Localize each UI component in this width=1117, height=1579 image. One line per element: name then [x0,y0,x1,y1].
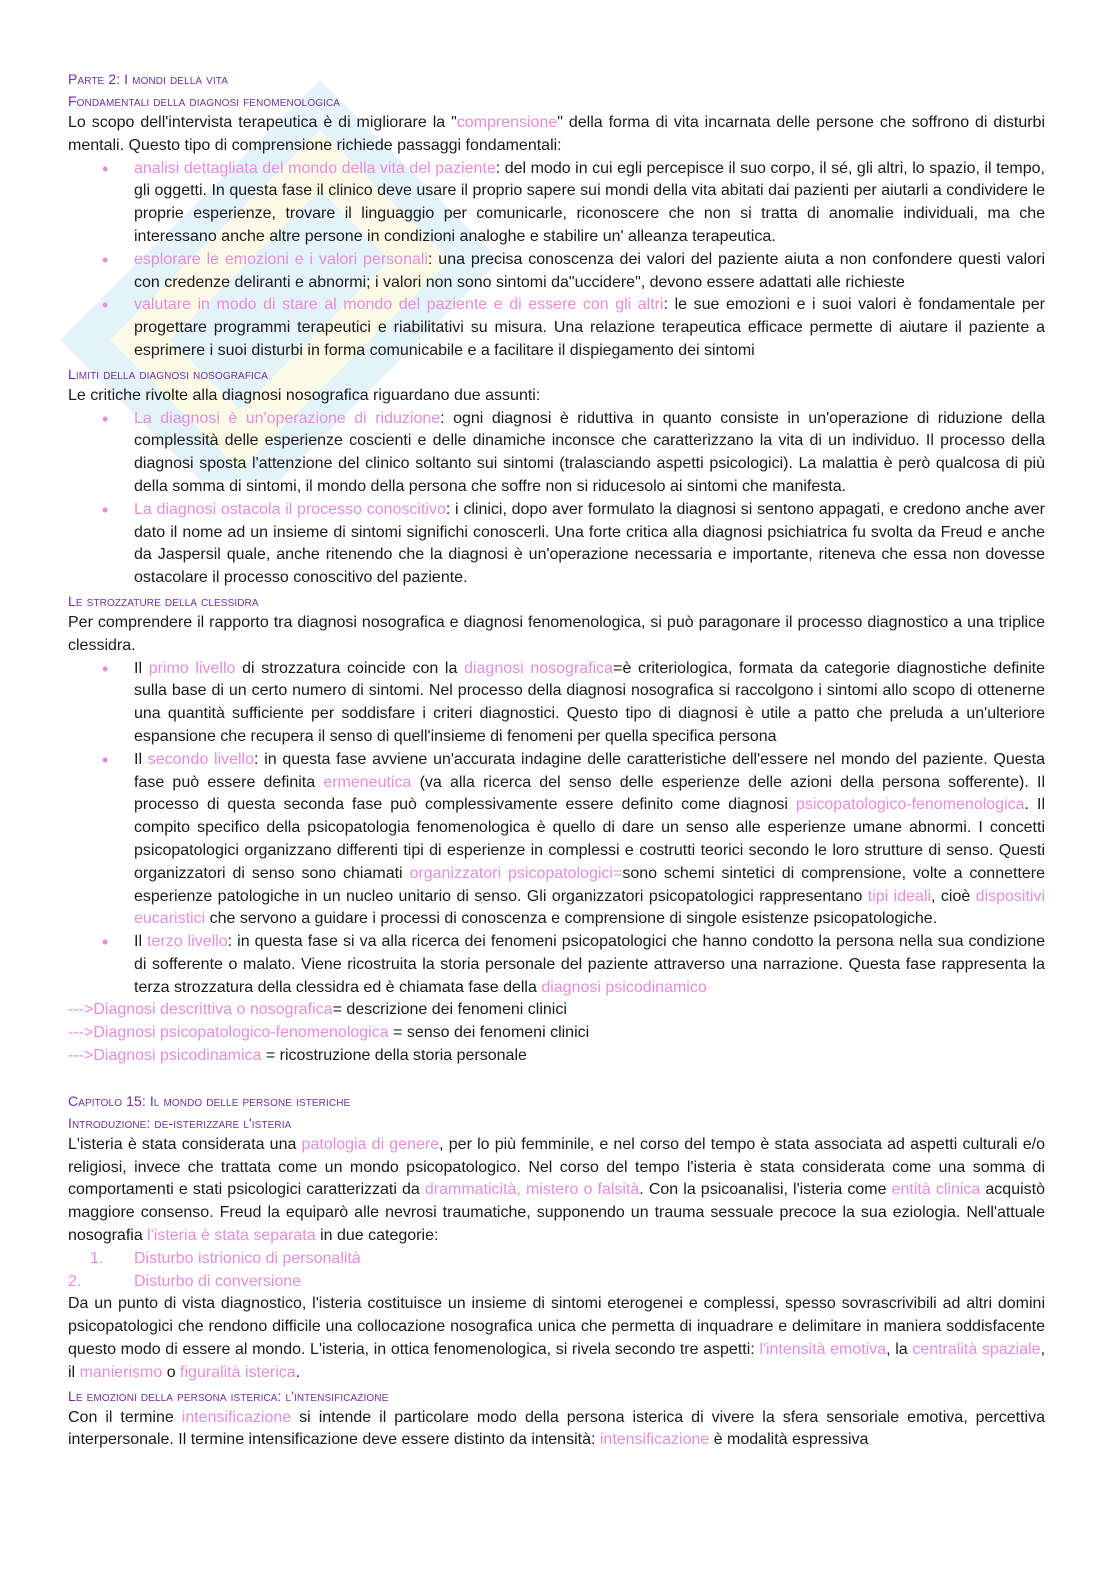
highlight: figuralità isterica [180,1363,296,1381]
highlight: diagnosi nosografica [464,659,614,677]
highlight: Diagnosi descrittiva o nosografica [93,1001,333,1019]
highlight: primo livello [148,659,236,677]
paragraph: Lo scopo dell'intervista terapeutica è di migliorare la "comprensione" della forma di vita incarnata delle persone che soffrono di disturbi mentali. Questo tipo di comprensione richiede passaggi fondamentali: [68,114,1045,154]
paragraph: Per comprendere il rapporto tra diagnosi nosografica e diagnosi fenomenologica, si può paragonare il processo diagnostico a una triplice clessidra. [68,613,1045,654]
list-item: • Il terzo livello: in questa fase si va alla ricerca dei fenomeni psicopatologici che hanno condotto la persona nella sua condizione di sofferente o malato. Viene ricostruita la storia personale del paziente attraverso una narrazione. Questa fase rappresenta la terza strozzatura della clessidra ed è chiamata fase della diagnosi psicodinamico [68,931,1045,999]
list-item: • valutare in modo di stare al mondo del paziente e di essere con gli altri: le sue emozioni e i suoi valori è fondamentale per progettare programmi terapeutici e riabilitativi su misura. Una relazione terapeutica efficace permette di aiutare il paziente a esprimere i suoi disturbi in forma comunicabile e a facilitare il dispiegamento dei sintomi [68,294,1045,362]
numbered-item: 2. Disturbo di conversione [68,1272,302,1290]
bullet-list [68,658,1045,1000]
highlight: ermeneutica [323,773,412,791]
arrow-line: --->Diagnosi descrittiva o nosografica= descrizione dei fenomeni clinici [68,1001,567,1019]
bullet-list [68,158,1045,363]
highlight: secondo livello [147,750,255,768]
paragraph: Da un punto di vista diagnostico, l'isteria costituisce un insieme di sintomi eterogenei e complessi, spesso sovrascrivibili ad altri domini psicopatologici che rendono difficile una collocazione nosografica unica che permetta di inquadrare e delimitare in maniera soddisfacente questo modo di essere al mondo. L'isteria, in ottica fenomenologica, si rivela secondo tre aspetti: l'intensità emotiva, la centralità spaziale, il manierismo o figuralità isterica. [68,1295,1046,1381]
paragraph: Le critiche rivolte alla diagnosi nosografica riguardano due assunti: [68,386,541,404]
highlight: comprensione [456,114,558,131]
list-item: • Il primo livello di strozzatura coincide con la diagnosi nosografica=è criteriologica, formata da categorie diagnostiche definite sulla base di un certo numero di sintomi. Nel processo della diagnosi nosografica si raccolgono i sintomi allo scopo di ottenerne una quantità sufficiente per soddisfare i criteri diagnostici. Questo tipo di diagnosi è utile a patto che preluda a un'ulteriore espansione che recupera il senso di quell'insieme di fenomeni per quella specifica persona [68,658,1045,749]
highlight: Diagnosi psicopatologico-fenomenologica [93,1024,389,1042]
arrow-line: --->Diagnosi psicodinamica = ricostruzione della storia personale [68,1047,527,1065]
paragraph: Con il termine intensificazione si intende il particolare modo della persona isterica di vivere la sfera sensoriale emotiva, percettiva interpersonale. Il termine intensificazione deve essere distinto da intensità: intensificazione è modalità espressiva [68,1408,1045,1449]
section-heading-limiti: Limiti della diagnosi nosografica [68,365,269,382]
list-item: • La diagnosi ostacola il processo conoscitivo: i clinici, dopo aver formulato la diagnosi si sentono appagati, e credono anche aver dato il nome ad un insieme di sintomi significhi conoscerli. Una forte critica alla diagnosi psichiatrica fu svolta da Freud e anche da Jaspersil quale, anche ritenendo che la diagnosi è un'operazione necessaria e importante, riteneva che essa non dovesse ostacolare il processo conoscitivo del paziente. [68,499,1045,590]
numbered-item: 1. Disturbo istrionico di personalità [90,1249,361,1267]
chapter-title: Capitolo 15: Il mondo delle persone isteriche [68,1092,351,1109]
arrow-icon: ---> [68,1047,94,1065]
highlight: l'intensità emotiva [759,1341,887,1359]
highlight: manierismo [79,1363,163,1381]
highlight: l'isteria è stata separata [147,1227,316,1245]
section-heading-introduzione: Introduzione: de-isterizzare l'isteria [68,1114,292,1131]
arrow-line: --->Diagnosi psicopatologico-fenomenologica = senso dei fenomeni clinici [68,1024,590,1042]
highlight: tipi ideali [867,887,932,905]
highlight: organizzatori psicopatologici= [409,864,623,882]
highlight: dispositivi eucaristici [134,887,1046,928]
highlight: diagnosi psicodinamico [541,978,707,996]
list-item: • esplorare le emozioni e i valori personali: una precisa conoscenza dei valori del paziente aiuta a non confondere questi valori con credenze deliranti e abnormi; i valori non sono sintomi da"uccidere", devono essere adattati alle richieste [68,249,1045,295]
highlight: patologia di genere [301,1135,440,1153]
highlight: terzo livello [147,933,228,951]
highlight: centralità spaziale [912,1341,1041,1359]
part-title: Parte 2: I mondi della vita [68,71,229,87]
list-item: • Il secondo livello: in questa fase avviene un'accurata indagine delle caratteristiche dell'essere nel mondo del paziente. Questa fase può essere definita ermeneutica (va alla ricerca del senso delle esperienze delle azioni della persona sofferente). Il processo di questa seconda fase può complessivamente essere definito come diagnosi psicopatologico-fenomenologica. Il compito specifico della psicopatologia fenomenologica è quello di dare un senso alle esperienze umane abnormi. I concetti psicopatologici organizzano differenti tipi di esperienze in complessi e costrutti teorici secondo le loro strutture di senso. Questi organizzatori di senso sono chiamati organizzatori psicopatologici=sono schemi sintetici di comprensione, volte a connettere esperienze patologiche in un nucleo unitario di senso. Gli organizzatori psicopatologici rappresentano tipi ideali, cioè dispositivi eucaristici che servono a guidare i processi di conoscenza e comprensione di singole esistenze psicopatologiche. [68,749,1045,931]
highlight: valutare in modo di stare al mondo del paziente e di essere con gli altri [134,296,664,314]
list-item: • analisi dettagliata del mondo della vita del paziente: del modo in cui egli percepisce il suo corpo, il sé, gli altri, lo spazio, il tempo, gli oggetti. In questa fase il clinico deve usare il proprio sapere sui mondi della vita abitati dai pazienti per aiutarli a condividere le proprie esperienze, trovare il linguaggio per comunicarle, riconoscere che non si tratta di anomalie individuali, ma che interessano anche altre persone in condizioni analoghe e stabilire un' alleanza terapeutica. [68,158,1045,249]
highlight: Diagnosi psicodinamica [93,1047,262,1065]
highlight: analisi dettagliata del mondo della vita del paziente [134,159,496,177]
highlight: entità clinica [891,1181,981,1199]
section-heading-emozioni: Le emozioni della persona isterica: l'intensificazione [68,1387,389,1404]
highlight: drammaticità, mistero o falsità [424,1181,640,1199]
highlight: La diagnosi è un'operazione di riduzione [134,409,441,427]
arrow-icon: ---> [68,1024,94,1042]
list-item: • La diagnosi è un'operazione di riduzione: ogni diagnosi è riduttiva in quanto consiste in un'operazione di riduzione della complessità delle esperienze coscienti e delle dinamiche inconsce che caratterizzano la vita di un individuo. Il processo della diagnosi sposta l'attenzione del clinico soltanto sui sintomi (tralasciando aspetti psicologici). La malattia è però qualcosa di più della somma di sintomi, il mondo della persona che soffre non si riducesolo ai sintomi che manifesta. [68,408,1045,499]
section-heading-fondamentali: Fondamentali della diagnosi fenomenologica [68,93,341,109]
highlight: esplorare le emozioni e i valori personali [134,250,428,268]
highlight: La diagnosi ostacola il processo conoscitivo [134,500,446,518]
section-heading-strozzature: Le strozzature della clessidra [68,592,259,609]
document-content [68,68,1045,1452]
spacer [68,1068,1045,1090]
highlight: intensificazione [181,1408,292,1426]
highlight: intensificazione [599,1431,710,1449]
bullet-list [68,408,1045,590]
arrow-icon: ---> [68,1001,94,1019]
highlight: psicopatologico-fenomenologica [795,796,1025,814]
paragraph: L'isteria è stata considerata una patologia di genere, per lo più femminile, e nel corso del tempo è stata associata ad aspetti culturali e/o religiosi, invece che trattata come un mondo psicopatologico. Nel corso del tempo l'isteria è stata considerata come una somma di comportamenti e stati psicologici caratterizzati da drammaticità, mistero o falsità. Con la psicoanalisi, l'isteria come entità clinica acquistò maggiore consenso. Freud la equiparò alle nevrosi traumatiche, supponendo un trauma sessuale precoce la sua eziologia. Nell'attuale nosografia l'isteria è stata separata in due categorie: [68,1135,1046,1245]
